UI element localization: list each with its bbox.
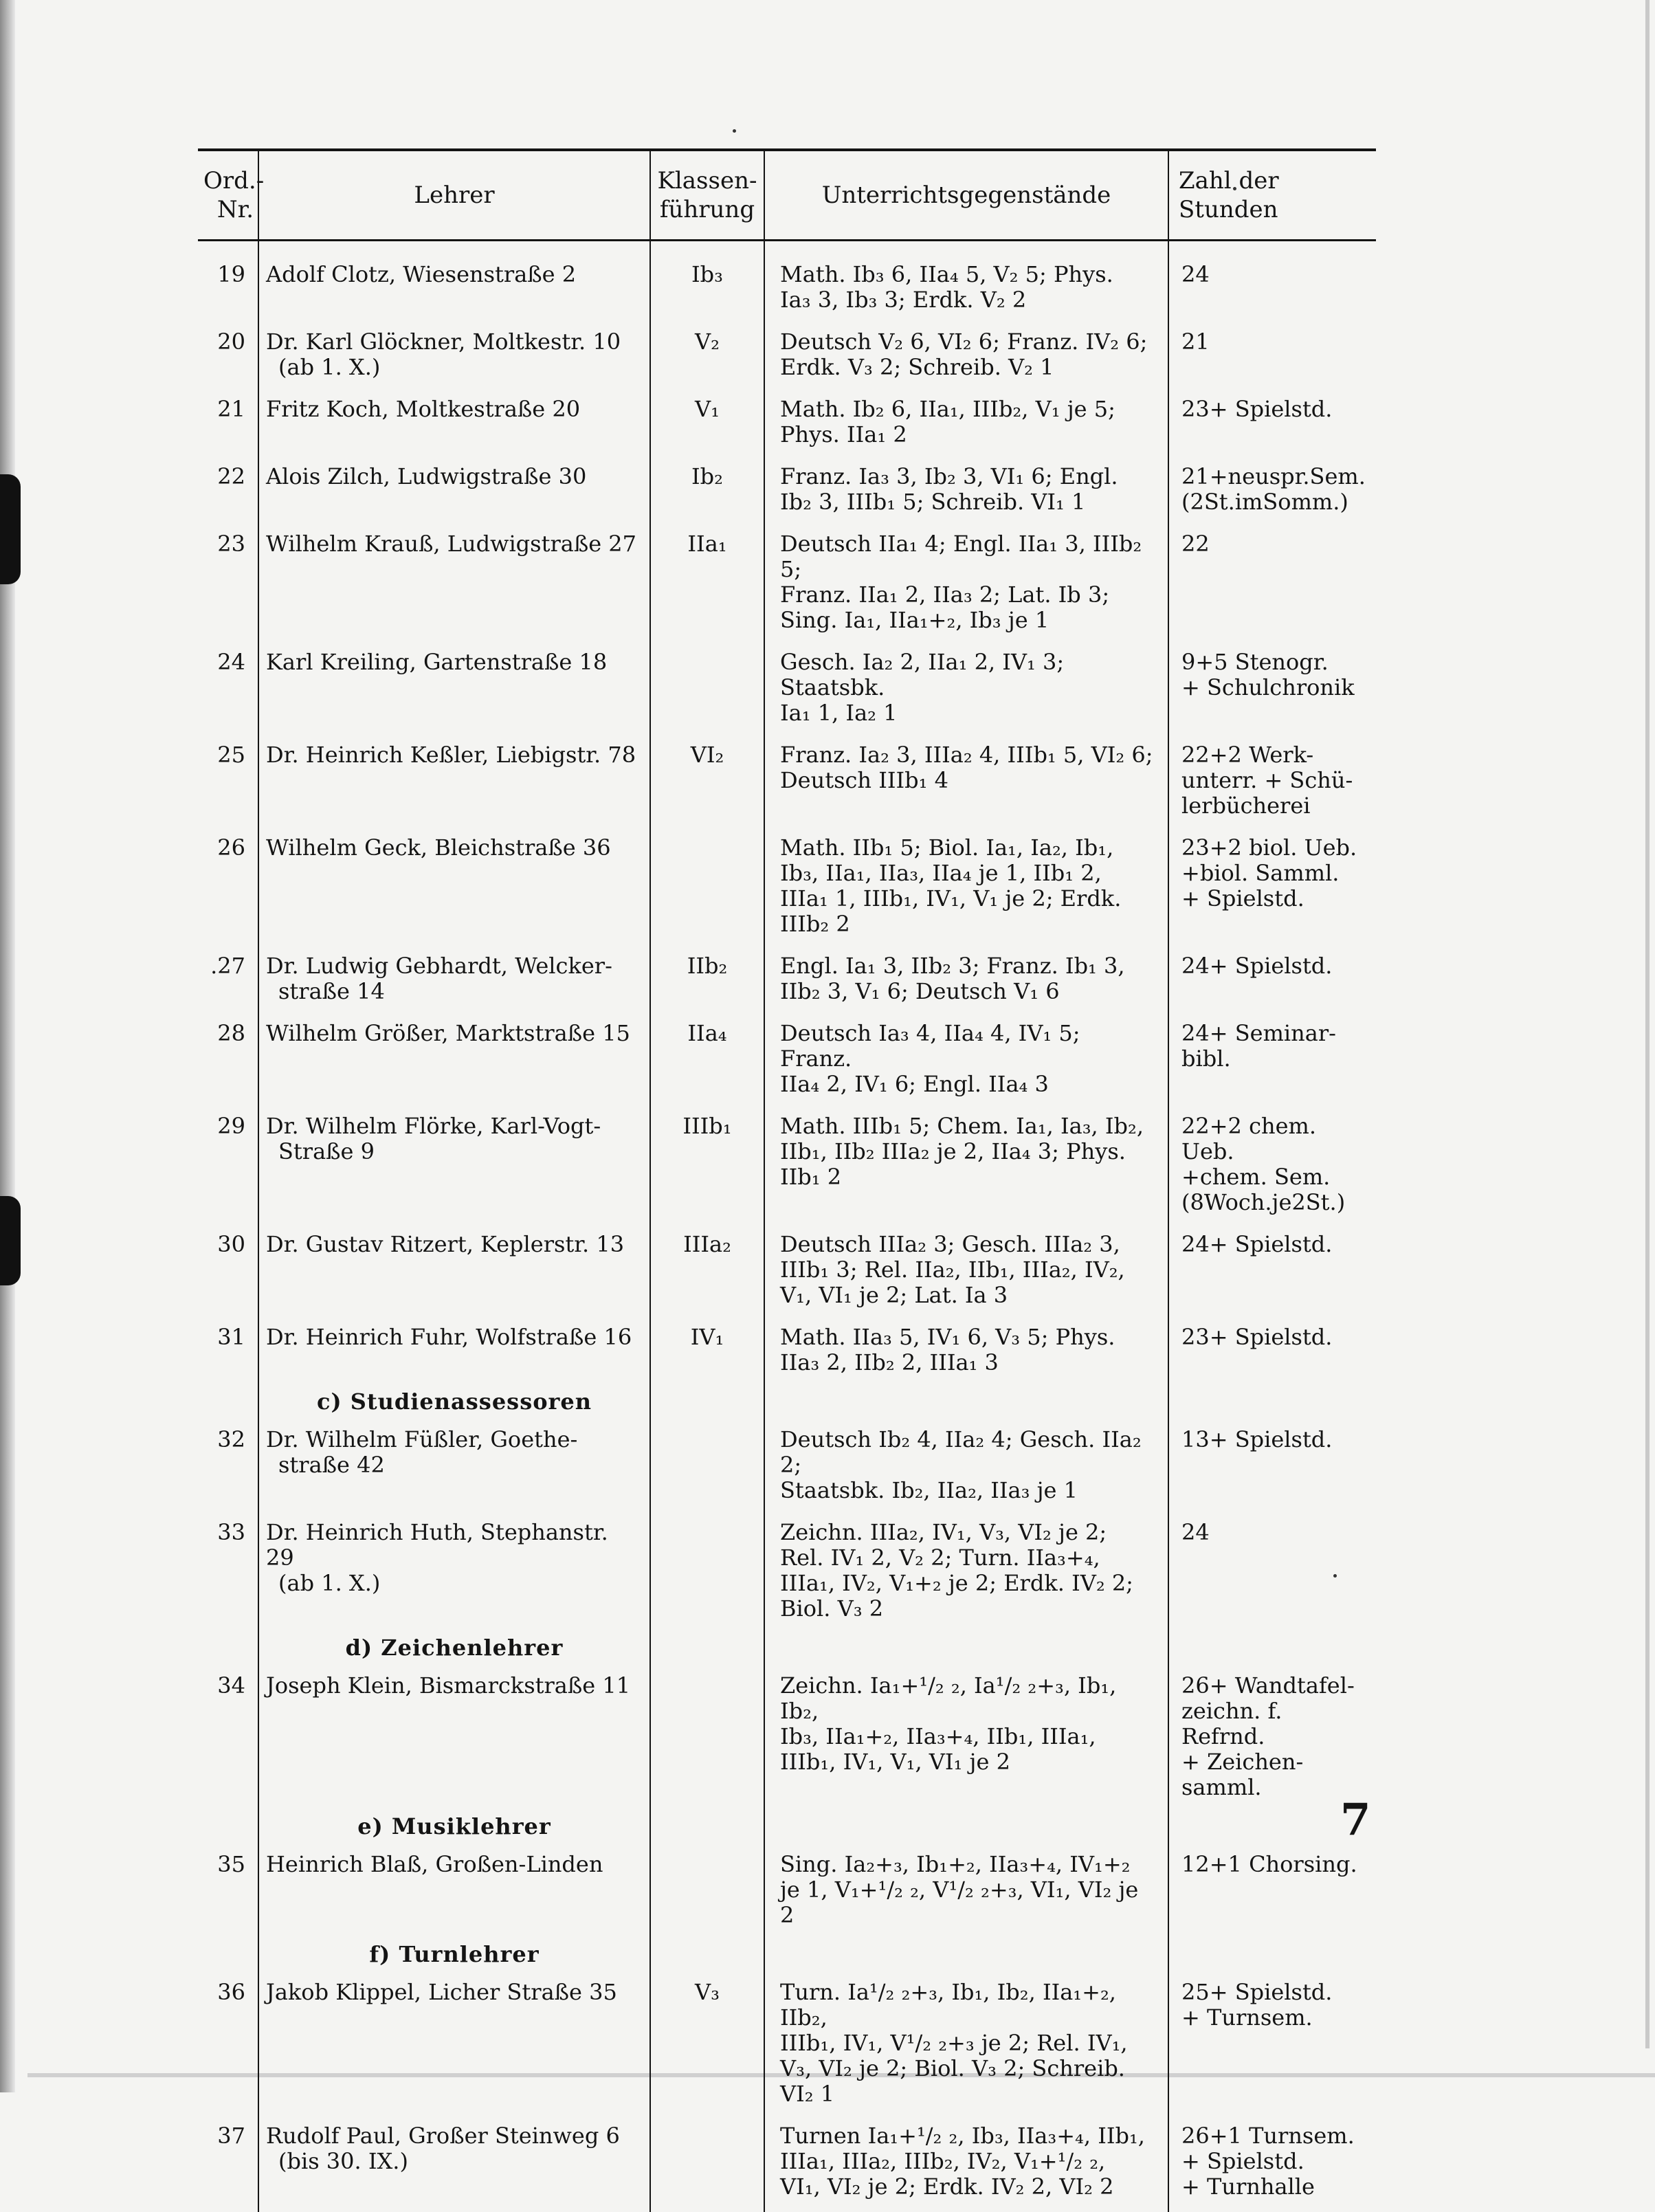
- subjects-line: Deutsch IIIb₁ 4: [780, 768, 1158, 793]
- hours-cell: [1168, 524, 1376, 643]
- class-cell: IIIb₁: [650, 1107, 764, 1225]
- hours-line: zeichn. f. Refrnd.: [1181, 1699, 1369, 1749]
- subjects-cell: [764, 241, 1168, 323]
- hours-cell: [1168, 1845, 1376, 1938]
- class-cell: [650, 643, 764, 736]
- hours-cell: [1168, 1631, 1376, 1666]
- nr-cell: 23: [198, 524, 258, 643]
- table-row: [198, 390, 1376, 457]
- header-subjects: Unterrichtsgegenstände: [764, 150, 1168, 241]
- table-row: [198, 1845, 1376, 1938]
- teacher-cell: [258, 828, 650, 947]
- teacher-line: Dr. Wilhelm Flörke, Karl-Vogt-: [266, 1114, 643, 1139]
- subjects-line: Franz. Ia₃ 3, Ib₂ 3, VI₁ 6; Engl.: [780, 464, 1158, 489]
- teacher-line: Dr. Heinrich Huth, Stephanstr. 29: [266, 1520, 643, 1571]
- header-class-text: Klassen-: [656, 166, 758, 195]
- hours-cell: [1168, 1973, 1376, 2116]
- hours-line: 13+ Spielstd.: [1181, 1427, 1369, 1452]
- subjects-cell: [764, 736, 1168, 828]
- subjects-line: Math. IIb₁ 5; Biol. Ia₁, Ia₂, Ib₁,: [780, 835, 1158, 861]
- teacher-line: Dr. Gustav Ritzert, Keplerstr. 13: [266, 1232, 643, 1257]
- table-row: [198, 1420, 1376, 1513]
- subjects-cell: [764, 1385, 1168, 1420]
- teacher-line: (bis 30. IX.): [266, 2149, 643, 2174]
- subjects-cell: [764, 1318, 1168, 1385]
- hours-cell: [1168, 457, 1376, 524]
- table-row: [198, 457, 1376, 524]
- class-cell: Ib₃: [650, 241, 764, 323]
- subjects-cell: [764, 1420, 1168, 1513]
- subjects-line: IIIa₁, IV₂, V₁+₂ je 2; Erdk. IV₂ 2;: [780, 1571, 1158, 1596]
- hours-line: 25+ Spielstd.: [1181, 1980, 1369, 2005]
- nr-cell: 19: [198, 241, 258, 323]
- teacher-line: Fritz Koch, Moltkestraße 20: [266, 397, 643, 422]
- nr-cell: 28: [198, 1014, 258, 1107]
- class-cell: IIb₂: [650, 947, 764, 1014]
- subjects-line: je 1, V₁+¹/₂ ₂, V¹/₂ ₂+₃, VI₁, VI₂ je 2: [780, 1877, 1158, 1928]
- table-row: [198, 643, 1376, 736]
- teacher-cell: [258, 524, 650, 643]
- teacher-line: Dr. Wilhelm Füßler, Goethe-: [266, 1427, 643, 1452]
- table-row: [198, 1107, 1376, 1225]
- subjects-cell: [764, 1845, 1168, 1938]
- hours-cell: [1168, 643, 1376, 736]
- hours-line: + Spielstd.: [1181, 886, 1369, 911]
- hours-line: +chem. Sem.: [1181, 1164, 1369, 1190]
- subjects-line: V₃, VI₂ je 2; Biol. V₃ 2; Schreib.: [780, 2056, 1158, 2081]
- subjects-cell: [764, 524, 1168, 643]
- subjects-line: Math. Ib₂ 6, IIa₁, IIIb₂, V₁ je 5;: [780, 397, 1158, 422]
- hours-line: 24+ Spielstd.: [1181, 953, 1369, 979]
- nr-cell: 31: [198, 1318, 258, 1385]
- hours-line: 23+ Spielstd.: [1181, 397, 1369, 422]
- hours-line: 21+neuspr.Sem.: [1181, 464, 1369, 489]
- hours-cell: [1168, 1225, 1376, 1318]
- hours-line: 26+1 Turnsem.: [1181, 2123, 1369, 2149]
- hours-line: 23+ Spielstd.: [1181, 1325, 1369, 1350]
- subjects-line: Staatsbk. Ib₂, IIa₂, IIa₃ je 1: [780, 1478, 1158, 1503]
- subjects-cell: [764, 2116, 1168, 2212]
- subjects-cell: [764, 1810, 1168, 1845]
- hours-cell: [1168, 1318, 1376, 1385]
- hours-line: 21: [1181, 329, 1369, 355]
- hours-cell: [1168, 828, 1376, 947]
- subjects-line: Zeichn. IIIa₂, IV₁, V₃, VI₂ je 2;: [780, 1520, 1158, 1545]
- class-cell: VI₂: [650, 736, 764, 828]
- teacher-line: Karl Kreiling, Gartenstraße 18: [266, 650, 643, 675]
- teacher-line: Adolf Clotz, Wiesenstraße 2: [266, 262, 643, 287]
- header-nr: [198, 150, 258, 241]
- hours-line: 22+2 Werk-: [1181, 742, 1369, 768]
- hours-cell: [1168, 241, 1376, 323]
- subjects-line: Ib₂ 3, IIIb₁ 5; Schreib. VI₁ 1: [780, 489, 1158, 515]
- subjects-line: Deutsch IIIa₂ 3; Gesch. IIIa₂ 3,: [780, 1232, 1158, 1257]
- hours-cell: [1168, 736, 1376, 828]
- teacher-line: (ab 1. X.): [266, 1571, 643, 1596]
- hours-line: unterr. + Schü-: [1181, 768, 1369, 793]
- subjects-line: IIIb₁, IV₁, V₁, VI₁ je 2: [780, 1749, 1158, 1775]
- hours-cell: [1168, 1938, 1376, 1973]
- section-heading: d) Zeichenlehrer: [258, 1631, 650, 1666]
- subjects-cell: [764, 1973, 1168, 2116]
- table-row: [198, 1318, 1376, 1385]
- header-nr-line: [203, 166, 254, 224]
- subjects-line: Deutsch IIa₁ 4; Engl. IIa₁ 3, IIIb₂ 5;: [780, 531, 1158, 582]
- teacher-line: Dr. Karl Glöckner, Moltkestr. 10: [266, 329, 643, 355]
- subjects-cell: [764, 1938, 1168, 1973]
- hours-cell: [1168, 947, 1376, 1014]
- nr-cell: [198, 1938, 258, 1973]
- hours-cell: [1168, 1513, 1376, 1631]
- nr-cell: [198, 1385, 258, 1420]
- class-cell: [650, 828, 764, 947]
- class-cell: [650, 1513, 764, 1631]
- teacher-line: Joseph Klein, Bismarckstraße 11: [266, 1673, 643, 1699]
- teacher-table: [198, 148, 1376, 2212]
- hours-line: + Turnhalle: [1181, 2174, 1369, 2200]
- nr-cell: 35: [198, 1845, 258, 1938]
- hours-line: + Turnsem.: [1181, 2005, 1369, 2031]
- hours-line: 23+2 biol. Ueb.: [1181, 835, 1369, 861]
- subjects-cell: [764, 1631, 1168, 1666]
- table-row: [198, 1014, 1376, 1107]
- section-heading: e) Musiklehrer: [258, 1810, 650, 1845]
- subjects-line: IIIa₁ 1, IIIb₁, IV₁, V₁ je 2; Erdk.: [780, 886, 1158, 911]
- teacher-line: Wilhelm Größer, Marktstraße 15: [266, 1021, 643, 1046]
- teacher-line: straße 42: [266, 1452, 643, 1478]
- subjects-line: Deutsch Ib₂ 4, IIa₂ 4; Gesch. IIa₂ 2;: [780, 1427, 1158, 1478]
- table-row: [198, 2116, 1376, 2212]
- subjects-cell: [764, 1225, 1168, 1318]
- subjects-line: Turn. Ia¹/₂ ₂+₃, Ib₁, Ib₂, IIa₁+₂, IIb₂,: [780, 1980, 1158, 2031]
- hours-cell: [1168, 2116, 1376, 2212]
- nr-cell: 29: [198, 1107, 258, 1225]
- section-heading: f) Turnlehrer: [258, 1938, 650, 1973]
- subjects-line: Rel. IV₁ 2, V₂ 2; Turn. IIa₃+₄,: [780, 1545, 1158, 1571]
- table-row: [198, 1225, 1376, 1318]
- subjects-cell: [764, 828, 1168, 947]
- teacher-line: Jakob Klippel, Licher Straße 35: [266, 1980, 643, 2005]
- header-hours: Zahl der Stunden: [1168, 150, 1376, 241]
- subjects-cell: [764, 322, 1168, 390]
- subjects-line: Ib₃, IIa₁+₂, IIa₃+₄, IIb₁, IIIa₁,: [780, 1724, 1158, 1749]
- subjects-cell: [764, 1513, 1168, 1631]
- teacher-cell: [258, 390, 650, 457]
- class-cell: IIa₄: [650, 1014, 764, 1107]
- teacher-cell: [258, 1973, 650, 2116]
- hours-line: (2St.imSomm.): [1181, 489, 1369, 515]
- hours-line: samml.: [1181, 1775, 1369, 1800]
- class-cell: [650, 1938, 764, 1973]
- subjects-line: Biol. V₃ 2: [780, 1596, 1158, 1622]
- hours-cell: [1168, 1107, 1376, 1225]
- class-cell: [650, 1420, 764, 1513]
- nr-cell: 33: [198, 1513, 258, 1631]
- hours-line: (8Woch.je2St.): [1181, 1190, 1369, 1215]
- table-body: [198, 241, 1376, 2212]
- subjects-line: Math. IIa₃ 5, IV₁ 6, V₃ 5; Phys.: [780, 1325, 1158, 1350]
- teacher-cell: [258, 1014, 650, 1107]
- subjects-line: IIa₄ 2, IV₁ 6; Engl. IIa₄ 3: [780, 1072, 1158, 1097]
- table-row: [198, 1666, 1376, 1810]
- class-cell: V₃: [650, 1973, 764, 2116]
- hours-line: 12+1 Chorsing.: [1181, 1852, 1369, 1877]
- nr-cell: 24: [198, 643, 258, 736]
- page-number: 7: [1340, 1794, 1371, 1846]
- subjects-line: Turnen Ia₁+¹/₂ ₂, Ib₃, IIa₃+₄, IIb₁,: [780, 2123, 1158, 2149]
- hours-line: 22+2 chem. Ueb.: [1181, 1114, 1369, 1164]
- subjects-line: Gesch. Ia₂ 2, IIa₁ 2, IV₁ 3; Staatsbk.: [780, 650, 1158, 700]
- nr-cell: [198, 1810, 258, 1845]
- hours-line: lerbücherei: [1181, 793, 1369, 819]
- teacher-line: Rudolf Paul, Großer Steinweg 6: [266, 2123, 643, 2149]
- subjects-line: Sing. Ia₂+₃, Ib₁+₂, IIa₃+₄, IV₁+₂: [780, 1852, 1158, 1877]
- teacher-cell: [258, 1845, 650, 1938]
- subjects-line: Ia₁ 1, Ia₂ 1: [780, 700, 1158, 726]
- nr-cell: 30: [198, 1225, 258, 1318]
- class-cell: IIa₁: [650, 524, 764, 643]
- table-header-row: [198, 150, 1376, 241]
- class-cell: [650, 1810, 764, 1845]
- class-cell: [650, 2116, 764, 2212]
- hours-line: +biol. Samml.: [1181, 861, 1369, 886]
- teacher-cell: [258, 736, 650, 828]
- subjects-cell: [764, 390, 1168, 457]
- section-heading-row: [198, 1810, 1376, 1845]
- subjects-line: IIb₂ 3, V₁ 6; Deutsch V₁ 6: [780, 979, 1158, 1004]
- teacher-line: Straße 9: [266, 1139, 643, 1164]
- class-cell: [650, 1845, 764, 1938]
- class-cell: IIIa₂: [650, 1225, 764, 1318]
- hours-line: 22: [1181, 531, 1369, 557]
- teacher-line: (ab 1. X.): [266, 355, 643, 380]
- subjects-line: Ia₃ 3, Ib₃ 3; Erdk. V₂ 2: [780, 287, 1158, 313]
- class-cell: V₂: [650, 322, 764, 390]
- teacher-cell: [258, 1420, 650, 1513]
- subjects-line: Math. IIIb₁ 5; Chem. Ia₁, Ia₃, Ib₂,: [780, 1114, 1158, 1139]
- subjects-line: IIIb₂ 2: [780, 911, 1158, 937]
- section-heading-row: [198, 1631, 1376, 1666]
- hours-line: 24: [1181, 262, 1369, 287]
- hours-line: 24: [1181, 1520, 1369, 1545]
- teacher-line: Wilhelm Geck, Bleichstraße 36: [266, 835, 643, 861]
- table-row: [198, 524, 1376, 643]
- subjects-line: Math. Ib₃ 6, IIa₄ 5, V₂ 5; Phys.: [780, 262, 1158, 287]
- nr-cell: 21: [198, 390, 258, 457]
- punch-hole: [0, 474, 21, 584]
- subjects-line: Deutsch V₂ 6, VI₂ 6; Franz. IV₂ 6;: [780, 329, 1158, 355]
- teacher-cell: [258, 1107, 650, 1225]
- teacher-line: Heinrich Blaß, Großen-Linden: [266, 1852, 643, 1877]
- hours-line: 26+ Wandtafel-: [1181, 1673, 1369, 1699]
- table-row: [198, 241, 1376, 323]
- teacher-cell: [258, 322, 650, 390]
- subjects-line: Erdk. V₃ 2; Schreib. V₂ 1: [780, 355, 1158, 380]
- hours-line: 24+ Spielstd.: [1181, 1232, 1369, 1257]
- class-cell: V₁: [650, 390, 764, 457]
- subjects-cell: [764, 1666, 1168, 1810]
- subjects-line: IIIa₁, IIIa₂, IIIb₂, IV₂, V₁+¹/₂ ₂,: [780, 2149, 1158, 2174]
- nr-cell: 36: [198, 1973, 258, 2116]
- hours-cell: [1168, 1420, 1376, 1513]
- nr-cell: 34: [198, 1666, 258, 1810]
- teacher-cell: [258, 1318, 650, 1385]
- table-row: [198, 736, 1376, 828]
- nr-cell: 32: [198, 1420, 258, 1513]
- header-teacher: Lehrer: [258, 150, 650, 241]
- hours-line: 9+5 Stenogr.: [1181, 650, 1369, 675]
- subjects-line: IIb₁ 2: [780, 1164, 1158, 1190]
- hours-line: 24+ Seminar-: [1181, 1021, 1369, 1046]
- subjects-line: Franz. Ia₂ 3, IIIa₂ 4, IIIb₁ 5, VI₂ 6;: [780, 742, 1158, 768]
- nr-cell: 20: [198, 322, 258, 390]
- table-row: [198, 1513, 1376, 1631]
- subjects-line: Deutsch Ia₃ 4, IIa₄ 4, IV₁ 5; Franz.: [780, 1021, 1158, 1072]
- ink-speck: [733, 129, 736, 133]
- class-cell: IV₁: [650, 1318, 764, 1385]
- hours-cell: [1168, 1014, 1376, 1107]
- teacher-cell: [258, 643, 650, 736]
- subjects-line: V₁, VI₁ je 2; Lat. Ia 3: [780, 1283, 1158, 1308]
- class-cell: [650, 1631, 764, 1666]
- section-heading-row: [198, 1938, 1376, 1973]
- subjects-line: VI₁, VI₂ je 2; Erdk. IV₂ 2, VI₂ 2: [780, 2174, 1158, 2200]
- subjects-cell: [764, 947, 1168, 1014]
- teacher-cell: [258, 1225, 650, 1318]
- table-row: [198, 1973, 1376, 2116]
- class-cell: Ib₂: [650, 457, 764, 524]
- class-cell: [650, 1385, 764, 1420]
- teacher-cell: [258, 1513, 650, 1631]
- hours-cell: [1168, 390, 1376, 457]
- nr-cell: 37: [198, 2116, 258, 2212]
- hours-line: + Zeichen-: [1181, 1749, 1369, 1775]
- teacher-cell: [258, 457, 650, 524]
- table-row: [198, 947, 1376, 1014]
- nr-cell: .27: [198, 947, 258, 1014]
- nr-cell: 22: [198, 457, 258, 524]
- class-cell: [650, 1666, 764, 1810]
- teacher-line: Dr. Heinrich Fuhr, Wolfstraße 16: [266, 1325, 643, 1350]
- hours-cell: [1168, 1666, 1376, 1810]
- teacher-line: Dr. Heinrich Keßler, Liebigstr. 78: [266, 742, 643, 768]
- subjects-line: IIa₃ 2, IIb₂ 2, IIIa₁ 3: [780, 1350, 1158, 1375]
- subjects-line: Phys. IIa₁ 2: [780, 422, 1158, 447]
- subjects-line: Franz. IIa₁ 2, IIa₃ 2; Lat. Ib 3;: [780, 582, 1158, 608]
- subjects-cell: [764, 1107, 1168, 1225]
- header-nr-text: Ord.-: [203, 166, 254, 195]
- header-class: [650, 150, 764, 241]
- hours-cell: [1168, 1385, 1376, 1420]
- subjects-line: Ib₃, IIa₁, IIa₃, IIa₄ je 1, IIb₁ 2,: [780, 861, 1158, 886]
- teacher-line: Wilhelm Krauß, Ludwigstraße 27: [266, 531, 643, 557]
- punch-hole: [0, 1196, 21, 1285]
- table-row: [198, 828, 1376, 947]
- subjects-line: IIIb₁ 3; Rel. IIa₂, IIb₁, IIIa₂, IV₂,: [780, 1257, 1158, 1283]
- hours-cell: [1168, 322, 1376, 390]
- subjects-line: VI₂ 1: [780, 2081, 1158, 2107]
- teacher-line: straße 14: [266, 979, 643, 1004]
- subjects-line: Engl. Ia₁ 3, IIb₂ 3; Franz. Ib₁ 3,: [780, 953, 1158, 979]
- header-class-text: führung: [656, 195, 758, 224]
- subjects-cell: [764, 1014, 1168, 1107]
- header-nr-text: Nr.: [203, 195, 254, 224]
- nr-cell: 25: [198, 736, 258, 828]
- hours-line: + Schulchronik: [1181, 675, 1369, 700]
- binding-shadow: [0, 0, 15, 2092]
- section-heading: c) Studienassessoren: [258, 1385, 650, 1420]
- nr-cell: 26: [198, 828, 258, 947]
- subjects-line: Zeichn. Ia₁+¹/₂ ₂, Ia¹/₂ ₂+₃, Ib₁, Ib₂,: [780, 1673, 1158, 1724]
- table-row: [198, 322, 1376, 390]
- teacher-cell: [258, 1666, 650, 1810]
- hours-line: + Spielstd.: [1181, 2149, 1369, 2174]
- teacher-line: Dr. Ludwig Gebhardt, Welcker-: [266, 953, 643, 979]
- section-heading-row: [198, 1385, 1376, 1420]
- subjects-cell: [764, 643, 1168, 736]
- page-edge: [1645, 0, 1650, 2048]
- teacher-cell: [258, 947, 650, 1014]
- hours-line: bibl.: [1181, 1046, 1369, 1072]
- subjects-cell: [764, 457, 1168, 524]
- subjects-line: IIb₁, IIb₂ IIIa₂ je 2, IIa₄ 3; Phys.: [780, 1139, 1158, 1164]
- teacher-line: Alois Zilch, Ludwigstraße 30: [266, 464, 643, 489]
- teacher-cell: [258, 241, 650, 323]
- teacher-cell: [258, 2116, 650, 2212]
- subjects-line: IIIb₁, IV₁, V¹/₂ ₂+₃ je 2; Rel. IV₁,: [780, 2031, 1158, 2056]
- nr-cell: [198, 1631, 258, 1666]
- subjects-line: Sing. Ia₁, IIa₁+₂, Ib₃ je 1: [780, 608, 1158, 633]
